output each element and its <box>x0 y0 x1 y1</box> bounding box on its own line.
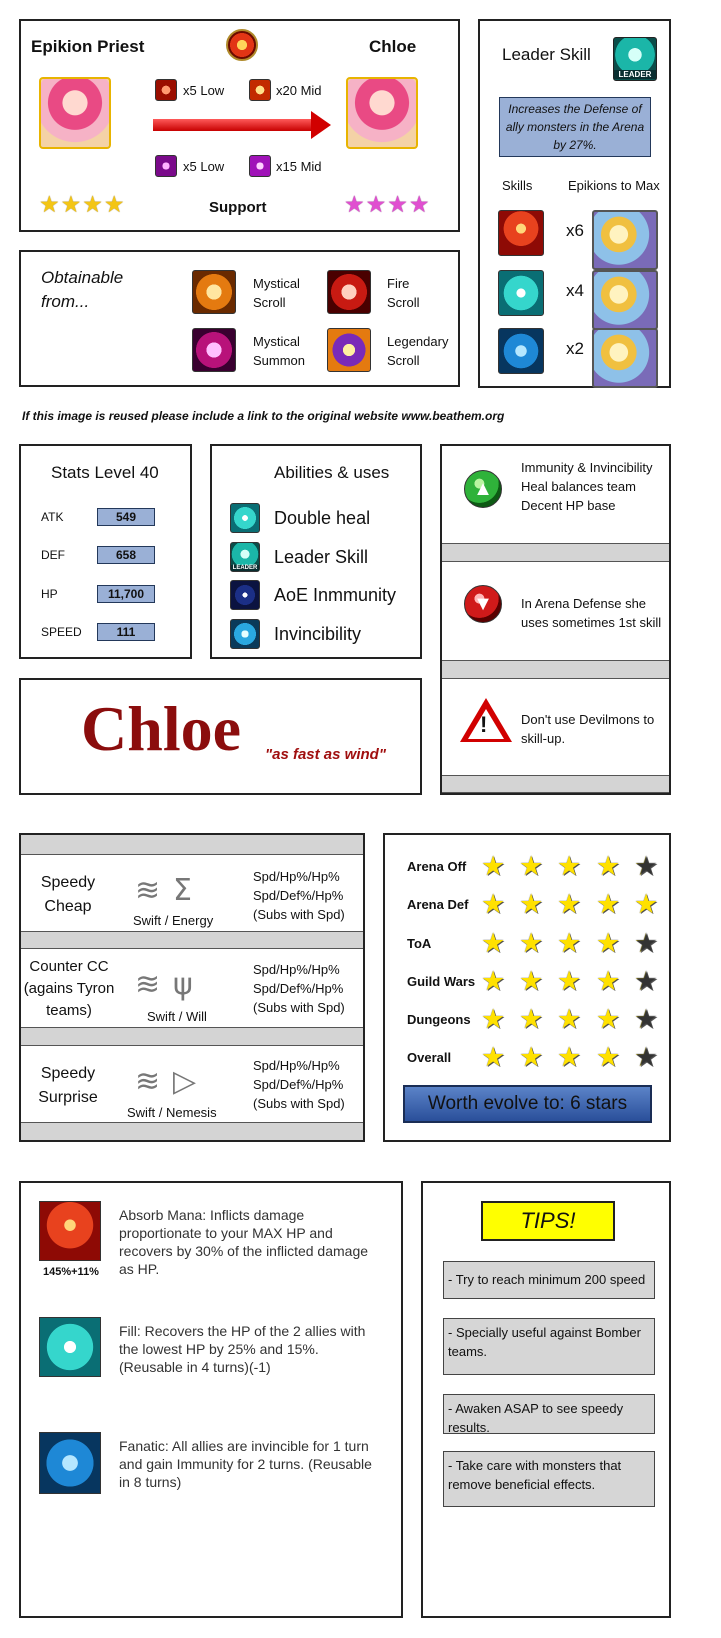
fire-essence-low-icon <box>155 79 177 101</box>
ability-leader-skill: Leader Skill <box>274 547 369 567</box>
stat-value-def: 658 <box>97 546 155 564</box>
build-3-stat-2: Spd/Def%/Hp% <box>253 1077 344 1092</box>
will-rune-icon: ψ <box>173 967 193 1002</box>
rating-star: ★ <box>519 889 544 920</box>
build-1-stat-3: (Subs with Spd) <box>253 907 345 922</box>
leader-skill-description: Increases the Defense of ally monsters in the Arena by 27%. <box>499 97 651 157</box>
skill-descriptions-panel <box>19 1181 403 1618</box>
builds-divider-1 <box>21 931 363 949</box>
rating-star: ★ <box>519 966 544 997</box>
thumbs-up-icon: ▲ <box>464 470 502 508</box>
rating-star: ★ <box>634 1004 659 1035</box>
from-stars: ★★★★ <box>39 191 126 217</box>
rating-star: ★ <box>596 889 621 920</box>
build-2-runes: Swift / Will <box>147 1009 207 1024</box>
swift-rune-icon-3: ≋ <box>135 1064 161 1099</box>
legendary-scroll-icon <box>327 328 371 372</box>
ability-aoe-immunity: AoE Inmmunity <box>274 585 397 605</box>
rating-star: ★ <box>634 928 659 959</box>
rating-star: ★ <box>519 851 544 882</box>
pros-cons-divider-2 <box>442 660 669 679</box>
fanatic-icon <box>39 1432 101 1494</box>
builds-divider-2 <box>21 1027 363 1046</box>
stat-label-def: DEF <box>41 548 65 562</box>
double-heal-icon <box>230 503 260 533</box>
stat-value-speed: 111 <box>97 623 155 641</box>
fire-scroll-icon <box>327 270 371 314</box>
abilities-panel <box>210 444 422 659</box>
pro-2: Heal balances team <box>521 479 636 494</box>
rating-star: ★ <box>557 928 582 959</box>
rating-star: ★ <box>634 1042 659 1073</box>
swift-rune-icon: ≋ <box>135 873 161 908</box>
con-2: uses sometimes 1st skill <box>521 615 662 630</box>
mystical-scroll-icon <box>192 270 236 314</box>
stats-panel <box>19 444 192 659</box>
rating-star: ★ <box>596 928 621 959</box>
warning-1: Don't use Devilmons to <box>521 712 655 727</box>
rating-label-arena-def: Arena Def <box>407 897 469 912</box>
rating-star: ★ <box>481 1042 506 1073</box>
rating-star: ★ <box>557 851 582 882</box>
build-1-stat-2: Spd/Def%/Hp% <box>253 888 344 903</box>
from-monster-name: Epikion Priest <box>31 37 145 56</box>
mystical-summon-icon <box>192 328 236 372</box>
source-mystical-summon: Mystical Summon <box>253 334 306 368</box>
rating-label-toa: ToA <box>407 936 432 951</box>
rating-star: ★ <box>519 928 544 959</box>
rating-star: ★ <box>596 1004 621 1035</box>
pros-cons-divider-3 <box>442 775 669 793</box>
epikion-stack-1 <box>592 210 658 270</box>
rating-star: ★ <box>634 889 659 920</box>
rating-star: ★ <box>481 966 506 997</box>
rating-star: ★ <box>634 966 659 997</box>
warning-2: skill-up. <box>521 731 566 746</box>
magic-essence-mid-icon <box>249 155 271 177</box>
skill1-count: x6 <box>566 221 584 240</box>
rating-star: ★ <box>481 889 506 920</box>
epikions-header: Epikions to Max <box>568 178 660 193</box>
to-stars: ★★★★ <box>344 191 431 217</box>
source-legendary-scroll: Legendary Scroll <box>387 334 449 368</box>
energy-rune-icon: Σ <box>173 873 192 908</box>
tip-2: - Specially useful against Bomber teams. <box>443 1318 655 1375</box>
fire-element-icon <box>226 29 258 61</box>
rating-star: ★ <box>519 1004 544 1035</box>
fill-icon <box>39 1317 101 1377</box>
evolution-panel <box>19 19 460 232</box>
rating-label-guild-wars: Guild Wars <box>407 974 476 989</box>
fire-essence-mid-icon <box>249 79 271 101</box>
tip-1: - Try to reach minimum 200 speed <box>443 1261 655 1299</box>
warning-exclamation-icon: ! <box>480 712 488 737</box>
build-3-runes: Swift / Nemesis <box>127 1105 217 1120</box>
source-mystical-scroll: Mystical Scroll <box>253 276 300 310</box>
mat-qty-2: x20 Mid <box>276 83 322 98</box>
worth-evolve-banner: Worth evolve to: 6 stars <box>403 1085 652 1123</box>
leader-badge-text: LEADER <box>614 70 656 79</box>
ratings-panel <box>383 833 671 1142</box>
mat-qty-3: x5 Low <box>183 159 225 174</box>
build-3-stat-1: Spd/Hp%/Hp% <box>253 1058 340 1073</box>
build-2-stat-2: Spd/Def%/Hp% <box>253 981 344 996</box>
source-fire-scroll: Fire Scroll <box>387 276 420 310</box>
skill3-count: x2 <box>566 339 584 358</box>
rating-star: ★ <box>557 889 582 920</box>
builds-panel <box>19 833 365 1142</box>
rating-star: ★ <box>596 1042 621 1073</box>
skill-2-description: Fill: Recovers the HP of the 2 allies with the lowest HP by 25% and 15%. (Reusable in 4 turns)(-1) <box>119 1323 366 1375</box>
rating-star: ★ <box>596 966 621 997</box>
leader-badge-icon <box>613 37 657 81</box>
builds-top-bar <box>21 835 363 855</box>
swift-rune-icon-2: ≋ <box>135 967 161 1002</box>
rating-star: ★ <box>596 851 621 882</box>
pro-3: Decent HP base <box>521 498 616 513</box>
skill2-count: x4 <box>566 281 584 300</box>
ability-leader-badge: LEADER <box>232 565 258 571</box>
tip-3: - Awaken ASAP to see speedy results. <box>443 1394 655 1434</box>
mat-qty-1: x5 Low <box>183 83 225 98</box>
rating-star: ★ <box>519 1042 544 1073</box>
rating-star: ★ <box>557 1004 582 1035</box>
absorb-mana-icon <box>39 1201 101 1261</box>
stat-value-hp: 11,700 <box>97 585 155 603</box>
monster-title: Chloe <box>81 693 241 764</box>
build-2-stat-3: (Subs with Spd) <box>253 1000 345 1015</box>
skill-3-description: Fanatic: All allies are invincible for 1 turn and gain Immunity for 2 turns. (Reusable in 8 turns) <box>119 1438 372 1490</box>
build-1-stat-1: Spd/Hp%/Hp% <box>253 869 340 884</box>
leader-skill-ability-icon <box>230 542 260 572</box>
skill1-icon <box>498 210 544 256</box>
stat-label-speed: SPEED <box>41 625 82 639</box>
pros-cons-panel <box>440 444 671 795</box>
name-card <box>19 678 422 795</box>
role-label: Support <box>209 199 267 216</box>
tips-title: TIPS! <box>481 1201 615 1241</box>
arrow-head <box>311 111 331 139</box>
epikion-priest-portrait <box>39 77 111 149</box>
con-1: In Arena Defense she <box>521 596 647 611</box>
build-1-name: Speedy Cheap <box>40 874 96 915</box>
rating-label-arena-off: Arena Off <box>407 859 467 874</box>
skill2-icon <box>498 270 544 316</box>
rating-star: ★ <box>481 928 506 959</box>
rating-star: ★ <box>557 1042 582 1073</box>
skill-1-multiplier: 145%+11% <box>43 1266 99 1278</box>
stat-label-hp: HP <box>41 587 58 601</box>
rating-star: ★ <box>557 966 582 997</box>
to-monster-name: Chloe <box>369 37 417 56</box>
ability-double-heal: Double heal <box>274 508 371 528</box>
obtainable-panel <box>19 250 460 387</box>
rating-label-overall: Overall <box>407 1050 452 1065</box>
skill3-icon <box>498 328 544 374</box>
thumbs-down-icon: ▼ <box>464 585 502 623</box>
epikion-stack-2 <box>592 270 658 330</box>
invincibility-icon <box>230 619 260 649</box>
nemesis-rune-icon: ▷ <box>173 1064 197 1099</box>
chloe-portrait <box>346 77 418 149</box>
stat-value-atk: 549 <box>97 508 155 526</box>
stat-label-atk: ATK <box>41 510 64 524</box>
builds-bottom-bar <box>21 1122 363 1140</box>
monster-motto: "as fast as wind" <box>265 746 386 763</box>
mat-qty-4: x15 Mid <box>276 159 322 174</box>
rating-star: ★ <box>634 851 659 882</box>
pros-cons-divider-1 <box>442 543 669 562</box>
magic-essence-low-icon <box>155 155 177 177</box>
rating-star: ★ <box>481 1004 506 1035</box>
evolution-arrow <box>153 119 313 131</box>
skills-header: Skills <box>502 178 533 193</box>
aoe-immunity-icon <box>230 580 260 610</box>
ability-invincibility: Invincibility <box>274 624 362 644</box>
obtainable-label: Obtainable from... <box>41 268 124 311</box>
tip-4: - Take care with monsters that remove beneficial effects. <box>443 1451 655 1507</box>
build-3-stat-3: (Subs with Spd) <box>253 1096 345 1111</box>
build-2-name: Counter CC (agains Tyron teams) <box>23 958 115 1019</box>
leader-skill-panel <box>478 19 671 388</box>
epikion-stack-3 <box>592 328 658 388</box>
build-2-stat-1: Spd/Hp%/Hp% <box>253 962 340 977</box>
abilities-title: Abilities & uses <box>274 463 390 482</box>
leader-skill-title: Leader Skill <box>502 45 591 64</box>
rating-star: ★ <box>481 851 506 882</box>
reuse-notice: If this image is reused please include a link to the original website www.beathem.org <box>22 409 505 423</box>
build-3-name: Speedy Surprise <box>38 1065 98 1106</box>
rating-label-dungeons: Dungeons <box>407 1012 471 1027</box>
stats-title: Stats Level 40 <box>51 463 159 482</box>
tips-panel <box>421 1181 671 1618</box>
build-1-runes: Swift / Energy <box>133 913 214 928</box>
pro-1: Immunity & Invincibility <box>521 460 653 475</box>
skill-1-description: Absorb Mana: Inflicts damage proportionate to your MAX HP and recovers by 30% of the inflicted damage as HP. <box>119 1207 369 1277</box>
